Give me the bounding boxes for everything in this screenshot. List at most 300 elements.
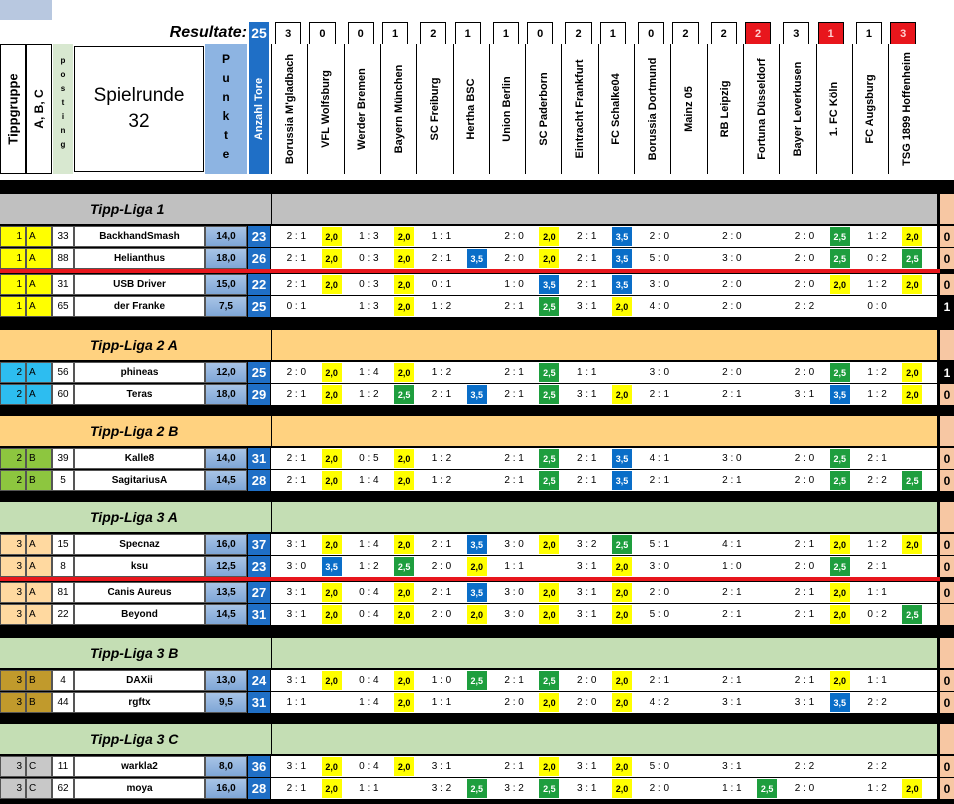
team-header xyxy=(634,44,670,174)
team-name: Borussia M'gladbach xyxy=(283,53,296,165)
result-cell xyxy=(783,22,809,44)
bet-points: 3,5 xyxy=(612,471,632,490)
bet-score: 4 : 2 xyxy=(649,697,670,708)
bet-points: 2,5 xyxy=(539,363,559,382)
bet-score: 3 : 1 xyxy=(286,675,307,686)
punkte-letter: e xyxy=(222,147,230,161)
group-banner-right xyxy=(271,502,937,532)
result-cell xyxy=(420,22,446,44)
posting-count: 31 xyxy=(52,274,74,295)
punkte-value: 14,5 xyxy=(205,470,247,491)
result-value: 0 xyxy=(357,27,364,40)
bet-score: 3 : 0 xyxy=(649,367,670,378)
bet-score: 2 : 1 xyxy=(794,587,815,598)
result-value: 3 xyxy=(793,27,800,40)
bet-score: 1 : 1 xyxy=(867,587,887,598)
bet-score: 3 : 1 xyxy=(286,539,307,550)
bet-points: 2,0 xyxy=(612,297,632,316)
anzahl-tore-label: Anzahl Tore xyxy=(253,77,265,141)
bet-points: 3,5 xyxy=(467,535,487,554)
abc-label: A, B, C xyxy=(32,89,46,129)
bet-score: 2 : 1 xyxy=(867,453,887,464)
bet-points: 2,5 xyxy=(394,385,414,404)
group-title-text: Tipp-Liga 3 C xyxy=(90,731,179,747)
bet-points: 2,0 xyxy=(902,275,922,294)
bet-points xyxy=(612,363,632,382)
bet-points: 2,0 xyxy=(612,671,632,690)
player-name[interactable]: phineas xyxy=(74,362,205,383)
punkte-letter: n xyxy=(222,90,230,104)
tore-value: 28 xyxy=(248,778,270,799)
bet-points xyxy=(757,535,777,554)
posting-count: 39 xyxy=(52,448,74,469)
bet-score: 1 : 1 xyxy=(286,697,307,708)
bet-score: 2 : 1 xyxy=(576,453,597,464)
bet-score: 2 : 1 xyxy=(504,675,524,686)
tippgruppe-label: Tippgruppe xyxy=(5,73,21,145)
player-name[interactable]: Teras xyxy=(74,384,205,405)
team-name: Fortuna Düsseldorf xyxy=(755,58,768,160)
bet-score: 2 : 0 xyxy=(722,301,742,312)
bet-score: 2 : 1 xyxy=(722,609,742,620)
team-header xyxy=(380,44,416,174)
bet-score: 1 : 3 xyxy=(359,301,379,312)
bet-points: 2,0 xyxy=(612,557,632,576)
group-number: 3 xyxy=(0,692,26,713)
group-banner-edge xyxy=(940,724,954,754)
bet-points: 3,5 xyxy=(612,449,632,468)
bet-score: 2 : 1 xyxy=(722,389,742,400)
posting-count: 11 xyxy=(52,756,74,777)
resultate-text: Resultate: xyxy=(169,24,247,41)
group-title xyxy=(90,724,270,754)
bet-score: 2 : 0 xyxy=(794,253,815,264)
bet-score: 1 : 1 xyxy=(867,675,887,686)
team-header xyxy=(743,44,779,174)
bet-points: 2,0 xyxy=(394,693,414,712)
bet-score: 3 : 1 xyxy=(576,783,597,794)
bet-score: 3 : 0 xyxy=(649,279,670,290)
bet-score: 2 : 2 xyxy=(794,761,815,772)
bet-score: 0 : 4 xyxy=(359,761,379,772)
bet-score: 1 : 0 xyxy=(431,675,452,686)
bet-points: 2,0 xyxy=(394,757,414,776)
bet-points: 2,0 xyxy=(830,275,850,294)
result-cell xyxy=(348,22,374,44)
group-title xyxy=(90,416,270,446)
bet-score: 4 : 0 xyxy=(649,301,670,312)
bet-points xyxy=(685,275,705,294)
bet-points: 2,0 xyxy=(322,275,342,294)
result-value: 1 xyxy=(464,27,471,40)
bet-points: 2,0 xyxy=(394,583,414,602)
bet-points: 2,0 xyxy=(902,779,922,798)
bet-score: 2 : 0 xyxy=(504,231,524,242)
row-flag: 0 xyxy=(940,582,954,603)
team-name: FC Augsburg xyxy=(864,74,877,144)
posting-letter: t xyxy=(61,98,65,107)
bet-score: 2 : 1 xyxy=(794,609,815,620)
bet-score: 1 : 1 xyxy=(431,231,452,242)
bet-score: 2 : 2 xyxy=(794,301,815,312)
bet-points: 2,0 xyxy=(394,297,414,316)
bet-score: 2 : 1 xyxy=(286,253,307,264)
bet-points: 2,0 xyxy=(612,779,632,798)
tore-value: 24 xyxy=(248,670,270,691)
bet-points xyxy=(685,605,705,624)
group-banner-edge xyxy=(940,330,954,360)
posting-letter: s xyxy=(60,84,66,93)
bet-score: 2 : 1 xyxy=(576,475,597,486)
bet-score: 2 : 1 xyxy=(794,675,815,686)
abc-cell: A xyxy=(26,384,52,405)
spielrunde-box xyxy=(74,46,204,172)
result-cell xyxy=(527,22,553,44)
bet-score: 2 : 0 xyxy=(794,231,815,242)
bet-points: 2,5 xyxy=(539,449,559,468)
bet-points xyxy=(902,449,922,468)
bet-points xyxy=(685,671,705,690)
bet-score: 2 : 1 xyxy=(722,475,742,486)
bet-points xyxy=(830,779,850,798)
bet-points xyxy=(757,297,777,316)
tippgruppe-header xyxy=(0,44,26,174)
group-banner-edge xyxy=(940,416,954,446)
team-header xyxy=(453,44,489,174)
table-row xyxy=(0,556,954,577)
abc-cell: C xyxy=(26,778,52,799)
bet-points: 2,0 xyxy=(322,471,342,490)
bet-score: 2 : 0 xyxy=(722,367,742,378)
posting-count: 56 xyxy=(52,362,74,383)
row-flag: 0 xyxy=(940,226,954,247)
punkte-letter: P xyxy=(221,52,230,66)
bet-points: 2,0 xyxy=(612,605,632,624)
bet-points: 3,5 xyxy=(467,249,487,268)
bet-score: 5 : 0 xyxy=(649,253,670,264)
punkte-value: 12,5 xyxy=(205,556,247,577)
bet-score: 0 : 4 xyxy=(359,675,379,686)
team-name: Union Berlin xyxy=(501,76,514,142)
bet-score: 2 : 1 xyxy=(649,475,670,486)
tore-value: 22 xyxy=(248,274,270,295)
bet-points: 2,0 xyxy=(902,363,922,382)
table-row xyxy=(0,448,954,469)
bet-score: 2 : 1 xyxy=(794,539,815,550)
punkte-letter: u xyxy=(222,71,230,85)
table-row xyxy=(0,692,954,713)
player-name[interactable]: der Franke xyxy=(74,296,205,317)
result-value: 1 xyxy=(609,27,616,40)
bet-score: 2 : 0 xyxy=(794,783,815,794)
bet-score: 2 : 0 xyxy=(576,697,597,708)
tore-value: 31 xyxy=(248,692,270,713)
bet-score: 3 : 0 xyxy=(649,561,670,572)
group-banner-edge xyxy=(940,194,954,224)
bet-score: 3 : 1 xyxy=(576,561,597,572)
player-name[interactable]: moya xyxy=(74,778,205,799)
abc-cell: A xyxy=(26,556,52,577)
player-name[interactable]: Helianthus xyxy=(74,248,205,269)
group-title-text: Tipp-Liga 3 B xyxy=(90,645,179,661)
bet-points xyxy=(830,757,850,776)
bet-points: 2,5 xyxy=(902,605,922,624)
bet-score: 4 : 1 xyxy=(722,539,742,550)
bet-points xyxy=(757,693,777,712)
group-title xyxy=(90,330,270,360)
result-value: 1 xyxy=(827,27,834,40)
bet-points xyxy=(467,297,487,316)
bet-score: 3 : 2 xyxy=(576,539,597,550)
tore-value: 25 xyxy=(248,362,270,383)
abc-cell: A xyxy=(26,248,52,269)
table-row xyxy=(0,296,954,317)
team-name: Bayern München xyxy=(392,64,405,154)
bet-points xyxy=(685,557,705,576)
punkte-value: 14,5 xyxy=(205,604,247,625)
bet-score: 1 : 1 xyxy=(504,561,524,572)
bet-points xyxy=(467,757,487,776)
bet-points: 3,5 xyxy=(830,385,850,404)
bet-score: 3 : 0 xyxy=(722,453,742,464)
bet-points xyxy=(467,471,487,490)
punkte-value: 18,0 xyxy=(205,384,247,405)
bet-points xyxy=(467,449,487,468)
bet-points: 2,0 xyxy=(322,449,342,468)
group-banner-edge xyxy=(940,502,954,532)
player-name[interactable]: DAXii xyxy=(74,670,205,691)
team-name: Hertha BSC xyxy=(465,78,478,140)
team-header xyxy=(670,44,706,174)
punkte-value: 12,0 xyxy=(205,362,247,383)
row-flag xyxy=(940,604,954,625)
team-header xyxy=(816,44,852,174)
bet-points xyxy=(757,363,777,382)
bet-points xyxy=(757,757,777,776)
bet-points xyxy=(757,605,777,624)
bet-score: 1 : 2 xyxy=(867,539,887,550)
bet-score: 2 : 0 xyxy=(649,587,670,598)
player-name[interactable]: Specnaz xyxy=(74,534,205,555)
result-cell xyxy=(382,22,408,44)
bet-points: 2,0 xyxy=(322,227,342,246)
abc-cell: A xyxy=(26,226,52,247)
bet-score: 1 : 3 xyxy=(359,231,379,242)
team-name: VFL Wolfsburg xyxy=(319,70,332,148)
team-header xyxy=(852,44,888,174)
abc-cell: C xyxy=(26,756,52,777)
bet-score: 2 : 1 xyxy=(867,561,887,572)
player-name[interactable]: SagitariusA xyxy=(74,470,205,491)
punkte-letter: k xyxy=(222,109,230,123)
punkte-value: 9,5 xyxy=(205,692,247,713)
group-banner-right xyxy=(271,638,937,668)
bet-points: 2,0 xyxy=(322,363,342,382)
posting-count: 60 xyxy=(52,384,74,405)
bet-points xyxy=(757,449,777,468)
abc-cell: B xyxy=(26,448,52,469)
bet-points xyxy=(467,693,487,712)
bet-points: 2,0 xyxy=(394,671,414,690)
result-value: 2 xyxy=(682,27,689,40)
bet-score: 2 : 0 xyxy=(431,609,452,620)
result-value: 3 xyxy=(900,27,907,40)
bet-points: 2,0 xyxy=(902,227,922,246)
bet-score: 2 : 1 xyxy=(431,253,452,264)
posting-count: 5 xyxy=(52,470,74,491)
group-number: 2 xyxy=(0,362,26,383)
result-value: 1 xyxy=(502,27,509,40)
abc-cell: B xyxy=(26,692,52,713)
team-header xyxy=(598,44,634,174)
bet-score: 3 : 1 xyxy=(286,609,307,620)
bet-score: 1 : 1 xyxy=(576,367,597,378)
result-cell xyxy=(493,22,519,44)
bet-score: 2 : 1 xyxy=(286,279,307,290)
punkte-value: 15,0 xyxy=(205,274,247,295)
bet-points xyxy=(685,385,705,404)
table-row xyxy=(0,226,954,247)
bet-points xyxy=(902,583,922,602)
group-banner-right xyxy=(271,724,937,754)
punkte-value: 18,0 xyxy=(205,248,247,269)
bet-score: 2 : 1 xyxy=(431,389,452,400)
bet-score: 1 : 2 xyxy=(359,389,379,400)
bet-points: 2,0 xyxy=(322,671,342,690)
player-name[interactable]: USB Driver xyxy=(74,274,205,295)
bet-score: 3 : 0 xyxy=(504,587,524,598)
bet-score: 3 : 2 xyxy=(431,783,452,794)
bet-points: 2,5 xyxy=(539,297,559,316)
bet-points: 2,0 xyxy=(830,605,850,624)
bet-points: 2,0 xyxy=(322,583,342,602)
bet-score: 1 : 2 xyxy=(359,561,379,572)
bet-points xyxy=(322,297,342,316)
team-name: Werder Bremen xyxy=(356,68,369,150)
table-row xyxy=(0,384,954,405)
bet-points xyxy=(757,671,777,690)
group-banner-edge xyxy=(940,638,954,668)
bet-score: 1 : 0 xyxy=(722,561,742,572)
bet-points: 2,0 xyxy=(902,385,922,404)
table-row xyxy=(0,582,954,603)
bet-points: 3,5 xyxy=(322,557,342,576)
bet-score: 2 : 1 xyxy=(722,587,742,598)
player-name[interactable]: rgftx xyxy=(74,692,205,713)
bet-points: 2,0 xyxy=(322,605,342,624)
bet-points xyxy=(902,757,922,776)
bet-points: 3,5 xyxy=(467,583,487,602)
bet-points xyxy=(757,583,777,602)
group-number: 2 xyxy=(0,470,26,491)
bet-points: 2,5 xyxy=(902,249,922,268)
table-row xyxy=(0,362,954,383)
team-name: 1. FC Köln xyxy=(828,81,841,137)
bet-points: 3,5 xyxy=(539,275,559,294)
bet-points xyxy=(757,557,777,576)
player-name[interactable]: Kalle8 xyxy=(74,448,205,469)
bet-score: 2 : 0 xyxy=(794,453,815,464)
anzahl-tore-header xyxy=(249,44,269,174)
result-value: 2 xyxy=(720,27,727,40)
result-cell xyxy=(275,22,301,44)
row-flag: 0 xyxy=(940,384,954,405)
bet-points: 2,0 xyxy=(612,757,632,776)
bet-score: 0 : 0 xyxy=(867,301,887,312)
bet-points: 2,0 xyxy=(539,605,559,624)
team-name: Mainz 05 xyxy=(682,86,695,132)
spielrunde-number: 32 xyxy=(128,111,150,132)
posting-count: 44 xyxy=(52,692,74,713)
bet-score: 2 : 1 xyxy=(504,367,524,378)
bet-score: 2 : 1 xyxy=(431,587,452,598)
player-name[interactable]: Beyond xyxy=(74,604,205,625)
bet-points: 2,5 xyxy=(830,449,850,468)
punkte-value: 13,5 xyxy=(205,582,247,603)
group-title-text: Tipp-Liga 1 xyxy=(90,201,165,217)
result-cell xyxy=(818,22,844,44)
team-header xyxy=(489,44,525,174)
bet-score: 2 : 1 xyxy=(504,761,524,772)
abc-cell: A xyxy=(26,534,52,555)
bet-score: 3 : 0 xyxy=(286,561,307,572)
bet-points: 2,5 xyxy=(830,227,850,246)
result-cell xyxy=(890,22,916,44)
bet-score: 3 : 1 xyxy=(722,697,742,708)
bet-score: 2 : 0 xyxy=(794,279,815,290)
bet-points: 2,5 xyxy=(612,535,632,554)
bet-points: 3,5 xyxy=(612,227,632,246)
team-name: Eintracht Frankfurt xyxy=(574,59,587,159)
team-name: Borussia Dortmund xyxy=(646,57,659,161)
group-number: 1 xyxy=(0,248,26,269)
bet-points: 2,5 xyxy=(830,363,850,382)
bet-points: 2,0 xyxy=(394,471,414,490)
anzahl-total xyxy=(249,22,269,44)
posting-header xyxy=(53,44,73,174)
result-value: 2 xyxy=(430,27,437,40)
bet-score: 2 : 0 xyxy=(794,475,815,486)
bet-score: 0 : 2 xyxy=(867,253,887,264)
bet-points: 2,0 xyxy=(394,605,414,624)
result-value: 0 xyxy=(648,27,655,40)
posting-count: 8 xyxy=(52,556,74,577)
result-cell xyxy=(638,22,664,44)
team-header xyxy=(525,44,561,174)
player-name[interactable]: warkla2 xyxy=(74,756,205,777)
team-name: TSG 1899 Hoffenheim xyxy=(900,52,913,166)
bet-points: 2,5 xyxy=(539,385,559,404)
bet-points: 2,0 xyxy=(467,557,487,576)
bet-points: 2,5 xyxy=(467,779,487,798)
player-name[interactable]: BackhandSmash xyxy=(74,226,205,247)
bet-points xyxy=(902,297,922,316)
punkte-value: 16,0 xyxy=(205,534,247,555)
bet-score: 1 : 4 xyxy=(359,539,379,550)
bet-points: 3,5 xyxy=(467,385,487,404)
bet-score: 2 : 1 xyxy=(649,389,670,400)
row-flag: 0 xyxy=(940,248,954,269)
bet-score: 2 : 0 xyxy=(794,561,815,572)
team-header xyxy=(416,44,452,174)
group-title xyxy=(90,502,270,532)
bet-points xyxy=(757,471,777,490)
abc-header xyxy=(26,44,52,174)
player-name[interactable]: ksu xyxy=(74,556,205,577)
player-name[interactable]: Canis Aureus xyxy=(74,582,205,603)
bet-score: 0 : 2 xyxy=(867,609,887,620)
bet-points: 3,5 xyxy=(830,693,850,712)
